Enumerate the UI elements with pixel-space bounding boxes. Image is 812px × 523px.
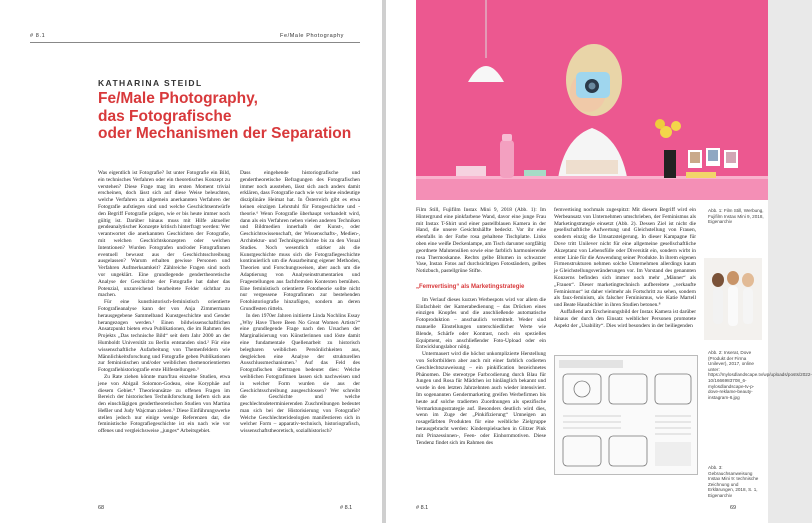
paragraph: Untermauert wird die höchst unkomplizierte Herstellung von Sofortbildern aber auch mit einer farblich codierten Geschlechtszuweisung – ein pinkification bezeichnetes Phänomen. Die stereotype Farbcodierung durch Blau für Jungen und Rosa für Mädchen ist hinlänglich bekannt und wurde in den letzten Jahrzehnten auch wieder intensiviert. Im sogenannten Gendermarketing greifen Werbefirmen bis heute auf solche tradierten Zuordnungen als spezifische Vermarktungsstrategie auf. Besonders deutlich wird dies, wenn im Zuge der „Pinkifizierung“ Umneigen an rosagefärbten Produkten für eine weibliche Zielgruppe herausgebracht werden: Kinderspielsachen in Glitzer Pink mit Prinzessinnen-, Feen- oder Einhornmotiven. Diese Tendenz findet sich im Rahmen des (416, 351, 546, 446)
page-number: 68 (98, 505, 105, 511)
paragraph: Film Still, Fujifilm Instax Mini 9, 2018 (Abb. 1): Im Hintergrund eine pinkfarbene Wand, davor eine junge Frau mit Instax T-Shirt und einer pastellblauen Kamera in der Hand, die unsere Gesichtshälfte bedeckt. Vor ihr eine ebenfalls in der Farbe rosa gehaltene Tischplatte. Links oben eine weiße Deckenlampe, am Tisch darunter sorgfältig geordnete Malutensilien sowie eine farblich harmonierende rosa Thermoskanne. Rechts gelbe Blumen in schwarzer Vase, Instax Fotos auf durchsichtigen Fotoständern, gelbes Notizbuch, pastellgrüne Stifte. (416, 207, 546, 275)
header-rule (30, 42, 360, 43)
author-name: KATHARINA STEIDL (98, 78, 203, 88)
running-head-left: # 8.1 (30, 33, 46, 39)
title-line: oder Mechanismen der Separation (98, 125, 352, 142)
text-column-1 (416, 207, 546, 446)
paragraph: Auffallend am Erscheinungsbild der Instax Kamera ist darüber hinaus der durch den Einsatz weiblicher Personen promotete Aspekt der „Usability“. Dies wird besonders in der beiliegenden (554, 308, 696, 329)
figure-caption-1: Abb. 1: Film Still, Werbung, Fujifilm Instax Mini 9, 2018, Eigenarchiv (708, 208, 764, 225)
dove-ad-illustration (704, 258, 762, 340)
paragraph: Im Verlauf dieses kurzen Werbespots wird vor allem die Einfachheit der Kamerabedienung – das Drücken eines einzigen Knopfes und die anschließende automatische Fotoproduktion – anschaulich vermittelt. Weder sind manuelle Einstellungen unterschiedlicher Werte wie Blende, Schärfe oder Kontrast, noch ein spezielles Equipment, ein anschließender Foto-Upload oder ein Entwicklungslabor nötig. (416, 296, 546, 351)
text-column-2 (554, 207, 696, 329)
instax-manual-diagram (554, 355, 698, 475)
text-column-2 (240, 170, 360, 435)
title-line: das Fotografische (98, 107, 232, 125)
paragraph: Was eigentlich ist Fotografie? Ist unter Fotografie ein Bild, ein technisches Verfahren oder ein theoretisches Konzept zu verstehen? Diese Frage mag im ersten Moment trivial erscheinen, doch lässt sich auf diese Weise beleuchten, welche Verfahren zu allgemein anerkannten Verfahren der Fotografie aufstiegen sind und welche Geschichtsentwürfe den Begriff Fotografie prägen, wie er bis heute immer noch gültig ist. Darüber hinaus muss mit Hilfe aktueller gendeanalytischer Konzepte kritisch hinterfragt werden: Wer verantwortet die anerkannten Geschichten der Fotografie, mit welchen Geschichtskonzepten oder welchen Intentionen? Wurden Fotografen und/oder Fotografinnen eventuell bewusst aus der Geschichtsschreibung ausgelassen? Warum erhalten gewisse Personen und Verfahren Aufmerksamkeit? Zählreiche Fragen sind noch vor ungeklärt. Eine grundlegende genderthеoretische Analyse der Geschichte der Fotografie hat daher das Potenzial, unzureichend bearbeitete Felder sichtbar zu machen. (98, 170, 230, 299)
paragraph: Für eine kunsthistorisch-feministisch orientierte Fotografieanalyse kann der von Anja Zimmermann herausgegebene Sammelband Kunstgeschichte und Gender herangezogen werden.¹ Einen bildwissenschaftlichen Ansatzpunkt bieten etwa Publikationen, die im Rahmen des Projekts „Das technische Bild“ seit dem Jahr 2000 an der Humboldt Universität zu Berlin entstanden sind.² Für eine wissenschaftliche Aufarbeitung von Themenfeldern wie Männlichkeitsforschung und Fotografie geben Publikationen zur feministischen und/oder weiblichen themenorientierten Fotografiehistoriografie erste Hilfestellungen.³ (98, 299, 230, 374)
manual-illustration (555, 356, 697, 474)
paragraph: In den 1970er Jahren initiierte Linda Nochlins Essay „Why Have There Been No Great Women Artists?“ eine grundlegende Frage nach den Ursachen der Marginalisierung von Künstlerinnen und löste damit eine fundamentale Quellenarbeit zu historisch belegbaren weiblichen Persönlichkeiten aus, desgleichen eine Analyse der strukturellen Ausschlussmechanismen.⁷ Auf das Feld des Fotografischen übertragen bedeutet dies: Welche weiblichen Fotografinnen lassen sich nachweisen und in welcher Form wurden sie aus der Geschichtsschreibung ausgeschlossen? Wer schreibt die Geschichte und welche geschlechtsdeterminierenden Zuschreibungen bedeutet man sich bei der Historisierung von Fotografie? Welche Geschlechterideologien manifestieren sich in welcher Form – apparativ-technisch, historiografisch, wissenschaftstheoretisch, sozialhistorisch? (240, 312, 360, 435)
paragraph: femvertising nochmals zugespitzt: Mit diesem Begriff wird ein Werbeansatz von Unternehmen umschrieben, der Feminismus als Marketingstrategie einsetzt (Abb. 2). Dessen Ziel ist nicht die gesellschaftliche Aufwertung und Gleichstellung von Frauen, sondern einzig die Umsatzsteigerung. In dieser Kampagne für Dove tritt Unilever nicht für eine allgemeine gesellschaftliche Akzeptanz von Lebensfülle oder Diversität ein, sondern wirbt in erster Linie für die Anwendung seiner Produkte. In ihrem eigenen Firmenstrukturen nehmen solche Unternehmen allerdings kaum je Gleichstellungsveränderungen vor. Im Vorstand des genannten Konzerns befinden sich immer noch mehr „Männer“ als „Frauen“. Dieser marketingtechnisch aufbereitete „verkaufte Feminismus“ ist daher vielmehr als Fortschritt zu sehen, sondern als faux-feminism, als falscher Feminismus, wie Katie Martell und Beate Hausbichler in ihren Studien betonen.⁸ (554, 207, 696, 309)
photo-dove-ad (704, 258, 762, 340)
title-line: Fe/Male Photography, (98, 90, 258, 107)
paragraph: Zu Rate ziehen könnte man/frau einzelne Studien, etwa jene von Abigail Solomon-Godeau, eine Koryphäe auf diesem Gebiet.⁴ Theorieansätze zu offenen Fragen im Bereich der historischen Technikforschung liefern sich aus den einschlägigen genderthеoretischen Studien von Martina Heßler und Judy Wajcman ziehen.⁵ Diese Einführungswerke stellen jedoch nur einige wenige Referenzen dar, die feministische Fotografiegeschichte ist ein nach wie vor offenes und vergleichsweise „junges“ Arbeitsgebiet. (98, 373, 230, 435)
figure-caption-3: Abb. 3: Gebrauchsanweisung Instax Mini 9: technische Zeichnung und Erklärungen, 2018, S. 1, Eigenarchiv (708, 465, 759, 498)
article-title (98, 90, 358, 143)
folio-section: # 8.1 (416, 505, 429, 511)
left-page (0, 0, 382, 523)
section-subheading: „Femvertising“ als Marketingstrategie (416, 283, 525, 290)
photo-illustration (416, 0, 768, 200)
running-head-title: Fe/Male Photography (280, 33, 344, 39)
folio-section: # 8.1 (340, 505, 353, 511)
right-page (386, 0, 812, 523)
figure-caption-2: Abb. 2: Inserat, Dove (Produkt der Firma Unilever), 2017, online unter: https://mylosdlandscape.tv/wp/uploads/posts/2022-10/1666983708_6-mylosdlandscape-tv-p-dove-reklame-beauty-instagram-6.jpg (708, 350, 812, 400)
page-number: 69 (730, 505, 737, 511)
paragraph: Dass eingehende historiografische und genderthеoretische Befragungen des Fotografischen immer noch ausstehen, lässt sich auch anders damit erklären, dass Fotografie nach wie vor keine eindeutige disziplinäre Heimat hat. In Österreich gibt es etwa keinen einzigen Lehrstuhl für Fotogeschichte und -theorie.⁶ Wenn Fotografie überhaupt verhandelt wird, dann als ein Verfahren neben vielen anderen Techniken und Bildmedien innerhalb der Kunst-, oder Geschichtswissenschaft, der Wissenschafts-, Medien-, Architektur- und Technikgeschichte bis zu den Visual Studies. Noch wesentlich stärker als die Kunstgeschichte muss sich die Fotografiegeschichte kontinuierlich um die Ausarbeitung eigener Methoden, Theorien und Forschungsweisen, aber auch um die Adaptierung von Analyseinstrumentarien und Fragestellungen aus fachfremden Kontexten bemühen. Eine feministisch orientierte Fototheorie sollte nicht nur vergessene Fotografinnen zur bestehenden Fotohistoriografie hinzufügen, sondern an deren Grundfesten rütteln. (240, 170, 360, 312)
text-column-1 (98, 170, 230, 435)
photo-instax-ad (416, 0, 768, 200)
